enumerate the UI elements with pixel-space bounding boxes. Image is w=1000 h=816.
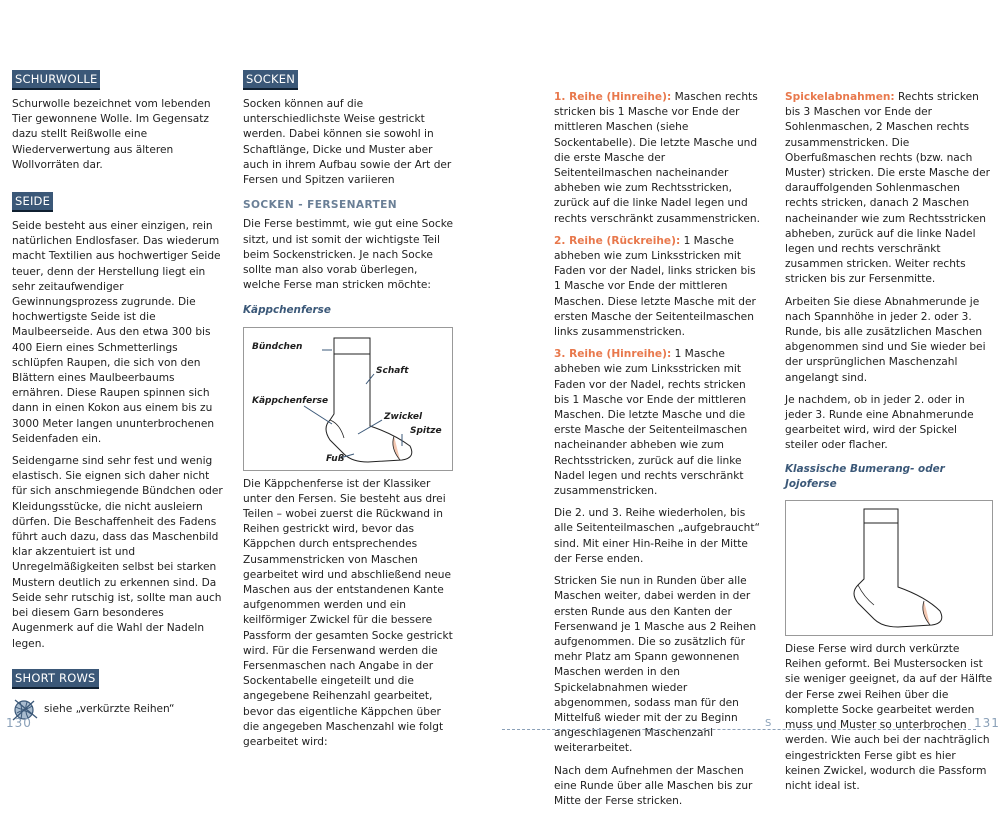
seide-text-2: Seidengarne sind sehr fest und wenig elastisch. Sie eignen sich daher nicht für sich anschmiegende Bündchen oder Kleidungsstücke, die nicht ausleiern dürfen. Die Beschaffenheit des Fadens führt auch dazu, dass das Maschenbild klar akzentuiert ist und Unregelmäßigkeiten selbst bei starken Mustern deutlich zu erkennen sind. Da Seide sehr rutschig ist, sollte man auch bei diesem Garn besonderes Augenmerk auf die Wahl der Nadeln legen. xyxy=(12,455,223,650)
bumerang-diagram xyxy=(785,500,993,636)
short-rows-text: siehe „verkürzte Reihen“ xyxy=(44,703,175,716)
socken-text: Socken können auf die unterschiedlichste Weise gestrickt werden. Dabei können sie sowohl in Schaftlänge, Dicke und Muster aber auch in ihrem Aufbau sowie der Art der Fersen und Spitzen variieren xyxy=(243,98,452,187)
right-col-2 xyxy=(785,90,993,801)
figure-title-kaeppchenferse: Käppchenferse xyxy=(243,304,331,317)
bumerang-text: Diese Ferse wird durch verkürzte Reihen geformt. Bei Mustersocken ist sie weniger geeignet, da auf der Hälfte der Ferse zwei Reihen über die komplette Socke gearbeitet werden muss und Muster so unterbrochen werden. Wie auch bei der nachträglich eingestrickten Ferse gibt es hier keinen Zwickel, wodurch die Passform nicht ideal ist. xyxy=(785,643,993,792)
repeat-text: Die 2. und 3. Reihe wiederholen, bis alle Seitenteilmaschen „aufgebraucht“ sind. Mit einer Hin-Reihe in der Mitte der Ferse enden. xyxy=(554,507,760,565)
heading-socken: SOCKEN xyxy=(243,70,298,90)
label-schaft: Schaft xyxy=(376,365,409,376)
reihe-1-text: Maschen rechts stricken bis 1 Masche vor Ende der mittleren Maschen (siehe Sockentabelle). Die letzte Masche und die erste Masche der Seitenteilmaschen nacheinander abheben wie zum Rechtsstricken, zurück auf die linke Nadel legen und rechts verschränkt zusammenstricken. xyxy=(554,91,760,225)
seide-text-1: Seide besteht aus einer einzigen, rein natürlichen Endlosfaser. Das wiederum macht Textilien aus hochwertiger Seide teuer, denn der Herstellung liegt ein sehr zeitaufwendiger Gewinnungsprozess zugrunde. Die hochwertigste Seide ist die Maulbeerseide. Aus den etwa 300 bis 400 Eiern eines Schmetterlings schlüpfen Raupen, die sich von den Blättern eines Maulbeerbaums ernähren. Diese Raupen spinnen sich dann in einen Kokon aus einem bis zu 3000 Meter langen ununterbrochenen Seidenfaden ein. xyxy=(12,220,221,445)
yarn-reference xyxy=(12,698,224,722)
sock-diagram xyxy=(243,327,453,471)
heading-short-rows: SHORT ROWS xyxy=(12,669,99,689)
spickel xyxy=(785,90,993,288)
fersenarten-text: Die Ferse bestimmt, wie gut eine Socke sitzt, und ist somit der wichtigste Teil beim Sockenstricken. Je nach Socke sollte man also vorab überlegen, welche Ferse man stricken möchte: xyxy=(243,218,453,292)
heading-fersenarten: SOCKEN - FERSENARTEN xyxy=(243,199,398,212)
label-buendchen: Bündchen xyxy=(252,341,303,352)
right-col-1 xyxy=(554,90,762,816)
page-divider-dotted xyxy=(502,729,976,730)
reihe-3-label: 3. Reihe (Hinreihe): xyxy=(554,348,672,361)
page-number-left: 130 xyxy=(6,716,32,730)
schurwolle-text: Schurwolle bezeichnet vom lebenden Tier gewonnene Wolle. Im Gegensatz dazu stellt Reißwolle eine Wiederverwertung aus älteren Wollvorräten dar. xyxy=(12,98,211,171)
decrease-text: Arbeiten Sie diese Abnahmerunde je nach Spannhöhe in jeder 2. oder 3. Runde, bis alle zusätzlichen Maschen abgenommen sind und Sie wieder bei der ursprünglichen Maschenzahl angelangt sind. xyxy=(785,295,986,384)
label-zwickel: Zwickel xyxy=(384,411,423,422)
label-spitze: Spitze xyxy=(410,425,442,436)
after-text: Nach dem Aufnehmen der Maschen eine Runde über alle Maschen bis zur Mitte der Ferse stricken. xyxy=(554,764,753,807)
reihe-3-text: 1 Masche abheben wie zum Linksstricken mit Faden vor der Nadel, rechts stricken bis 1 Masche vor Ende der mittleren Maschen. Die letzte Masche und die erste Masche der Seitenteilmaschen nacheinander abheben wie zum Rechtsstricken, zurück auf die linke Nadel legen und rechts verschränkt zusammenstricken. xyxy=(554,348,748,498)
left-col-1 xyxy=(12,70,224,722)
left-col-2 xyxy=(243,70,453,757)
spickel-label: Spickelabnahmen: xyxy=(785,91,895,103)
rounds-text: Stricken Sie nun in Runden über alle Maschen weiter, dabei werden in der ersten Runde aus den Kanten der Fersenwand je 1 Masche aus 2 Reihen aufgenommen. Die so zusätzlich für mehr Platz am Spann gewonnenen Maschen werden in den Spickelabnahmen wieder abgenommen, sodass man für den Mittelfuß wieder mit der zu Beginn angeschlagenen Maschenzahl weiterarbeitet. xyxy=(554,575,757,755)
heading-schurwolle: SCHURWOLLE xyxy=(12,70,100,90)
spickel-text: Rechts stricken bis 3 Maschen vor Ende der Sohlenmaschen, 2 Maschen rechts zusammenstricken. Die Oberfußmaschen rechts (bzw. nach Muster) stricken. Die erste Masche der darauffolgenden Sohlenmaschen rechts stricken, danach 2 Maschen nacheinander wie zum Rechtsstricken abheben, zurück auf die linke Nadel legen und rechts verschränkt zusammen stricken. Weiter rechts stricken bis zur Fersenmitte. xyxy=(785,91,991,286)
reihe-2 xyxy=(554,234,762,340)
steep-text: Je nachdem, ob in jeder 2. oder in jeder 3. Runde eine Abnahmerunde gearbeitet wird, wird der Spickel steiler oder flacher. xyxy=(785,393,974,452)
reihe-2-label: 2. Reihe (Rückreihe): xyxy=(554,234,681,247)
reihe-2-text: 1 Masche abheben wie zum Linksstricken mit Faden vor der Nadel, links stricken bis 1 Masche vor Ende der mittleren Maschen. Diese letzte Masche mit der ersten Masche der Seitenteilmaschen links zusammenstricken. xyxy=(554,234,756,339)
label-fuss: Fuß xyxy=(326,453,345,464)
reihe-1-label: 1. Reihe (Hinreihe): xyxy=(554,91,672,103)
label-kaeppchenferse: Käppchenferse xyxy=(252,395,329,406)
center-mark: S xyxy=(765,718,772,729)
figure-title-bumerang: Klassische Bumerang- oder Jojoferse xyxy=(785,462,945,490)
page-number-right: 131 xyxy=(974,716,1000,730)
heading-seide: SEIDE xyxy=(12,192,53,212)
kaeppchenferse-text: Die Käppchenferse ist der Klassiker unter den Fersen. Sie besteht aus drei Teilen – wobei zuerst die Rückwand in Reihen gestrickt wird, bevor das Käppchen durch entsprechendes Zusammenstricken von Maschen gearbeitet wird und abschließend neue Maschen aus der entstandenen Kante aufgenommen werden und ein keilförmiger Zwickel für die bessere Passform der gesamten Socke gestrickt wird. Für die Fersenwand werden die Fersenmaschen nach Angabe in der Sockentabelle eingeteilt und die angegebene Reihenzahl gearbeitet, bevor das eigentliche Käppchen über die angegeben Maschenzahl wie folgt gearbeitet wird: xyxy=(243,477,453,749)
reihe-1 xyxy=(554,90,762,227)
reihe-3 xyxy=(554,347,762,499)
